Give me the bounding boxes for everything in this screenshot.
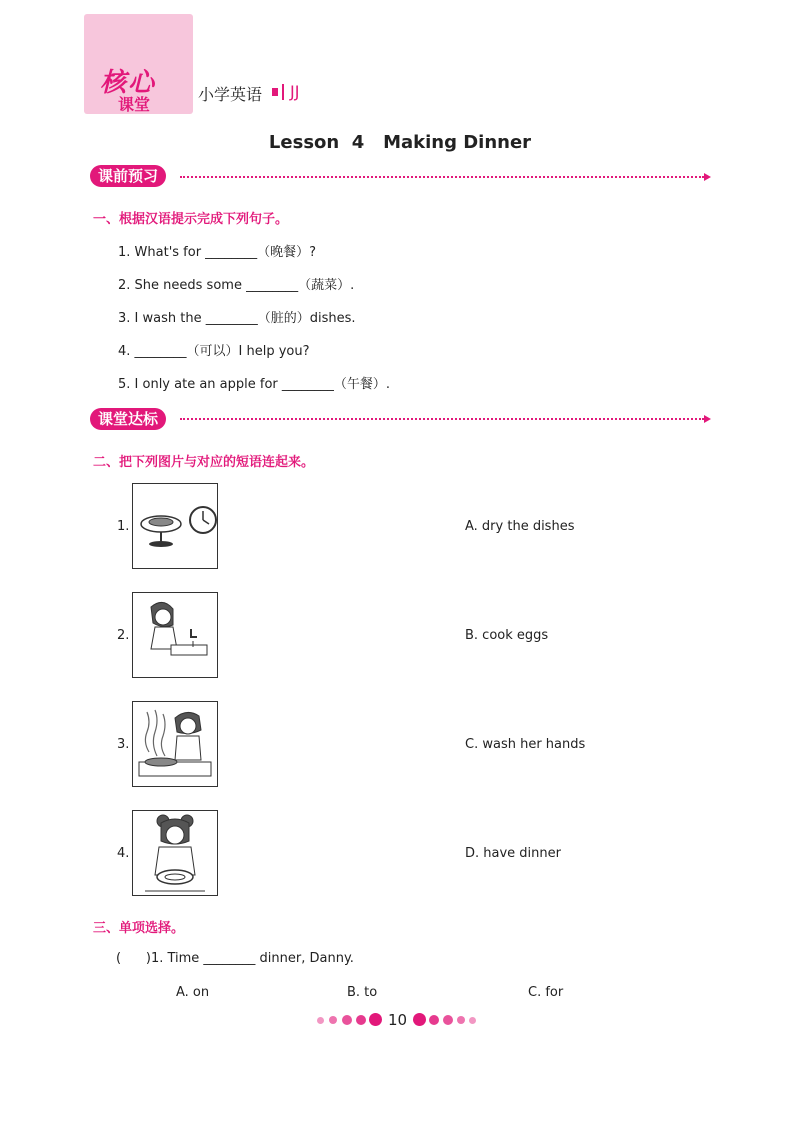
- page-dot: [329, 1016, 337, 1024]
- section-heading-1: 一、根据汉语提示完成下列句子。: [93, 212, 289, 227]
- section-heading-2: 二、把下列图片与对应的短语连起来。: [93, 455, 315, 470]
- dinner-illustration: [133, 484, 217, 568]
- match-number: 3.: [117, 737, 130, 752]
- match-option: D. have dinner: [465, 846, 561, 861]
- match-option: C. wash her hands: [465, 737, 586, 752]
- page-dot: [443, 1015, 453, 1025]
- question-line: 1. What's for ________（晚餐）?: [118, 245, 317, 260]
- girl-illustration: [133, 593, 217, 677]
- match-number: 1.: [117, 519, 130, 534]
- choice-option: B. to: [347, 985, 378, 1000]
- dishes-illustration: [133, 811, 217, 895]
- section-heading-3: 三、单项选择。: [93, 921, 185, 936]
- question-line: 3. I wash the ________（脏的）dishes.: [118, 311, 356, 326]
- question-line: 4. ________（可以）I help you?: [118, 344, 310, 359]
- match-number: 4.: [117, 846, 130, 861]
- dotted-line: [180, 176, 704, 178]
- page-dot: [369, 1013, 382, 1026]
- edition-label: JJ: [290, 82, 300, 101]
- choice-option: C. for: [528, 985, 564, 1000]
- dotted-line: [180, 418, 704, 420]
- match-option: B. cook eggs: [465, 628, 549, 643]
- picture-dry-dishes: [132, 810, 218, 896]
- page-dot: [356, 1015, 366, 1025]
- cooking-illustration: [133, 702, 217, 786]
- picture-wash-hands: [132, 592, 218, 678]
- page-title: Lesson 4 Making Dinner: [268, 132, 532, 153]
- page-number: 10: [388, 1011, 408, 1029]
- subject-label: 小学英语: [198, 85, 263, 104]
- page-dot: [457, 1016, 465, 1024]
- logo-text: 核心: [100, 68, 157, 98]
- page-dot: [469, 1017, 476, 1024]
- arrow-icon: [704, 173, 711, 181]
- question-line: 2. She needs some ________（蔬菜）.: [118, 278, 355, 293]
- page-dot: [317, 1017, 324, 1024]
- logo-subtext: 课堂: [118, 95, 151, 114]
- section-tab-preview: 课前预习: [90, 165, 166, 187]
- page-dot: [429, 1015, 439, 1025]
- divider-mark: [272, 88, 278, 96]
- match-number: 2.: [117, 628, 130, 643]
- page-dot: [342, 1015, 352, 1025]
- page-dot: [413, 1013, 426, 1026]
- section-tab-practice: 课堂达标: [90, 408, 166, 430]
- arrow-icon: [704, 415, 711, 423]
- match-option: A. dry the dishes: [465, 519, 575, 534]
- picture-cooking: [132, 701, 218, 787]
- divider-bar: [282, 84, 284, 100]
- picture-dinner: [132, 483, 218, 569]
- choice-option: A. on: [176, 985, 210, 1000]
- question-line: 5. I only ate an apple for ________（午餐）.: [118, 377, 391, 392]
- question-line: ( )1. Time ________ dinner, Danny.: [116, 951, 354, 966]
